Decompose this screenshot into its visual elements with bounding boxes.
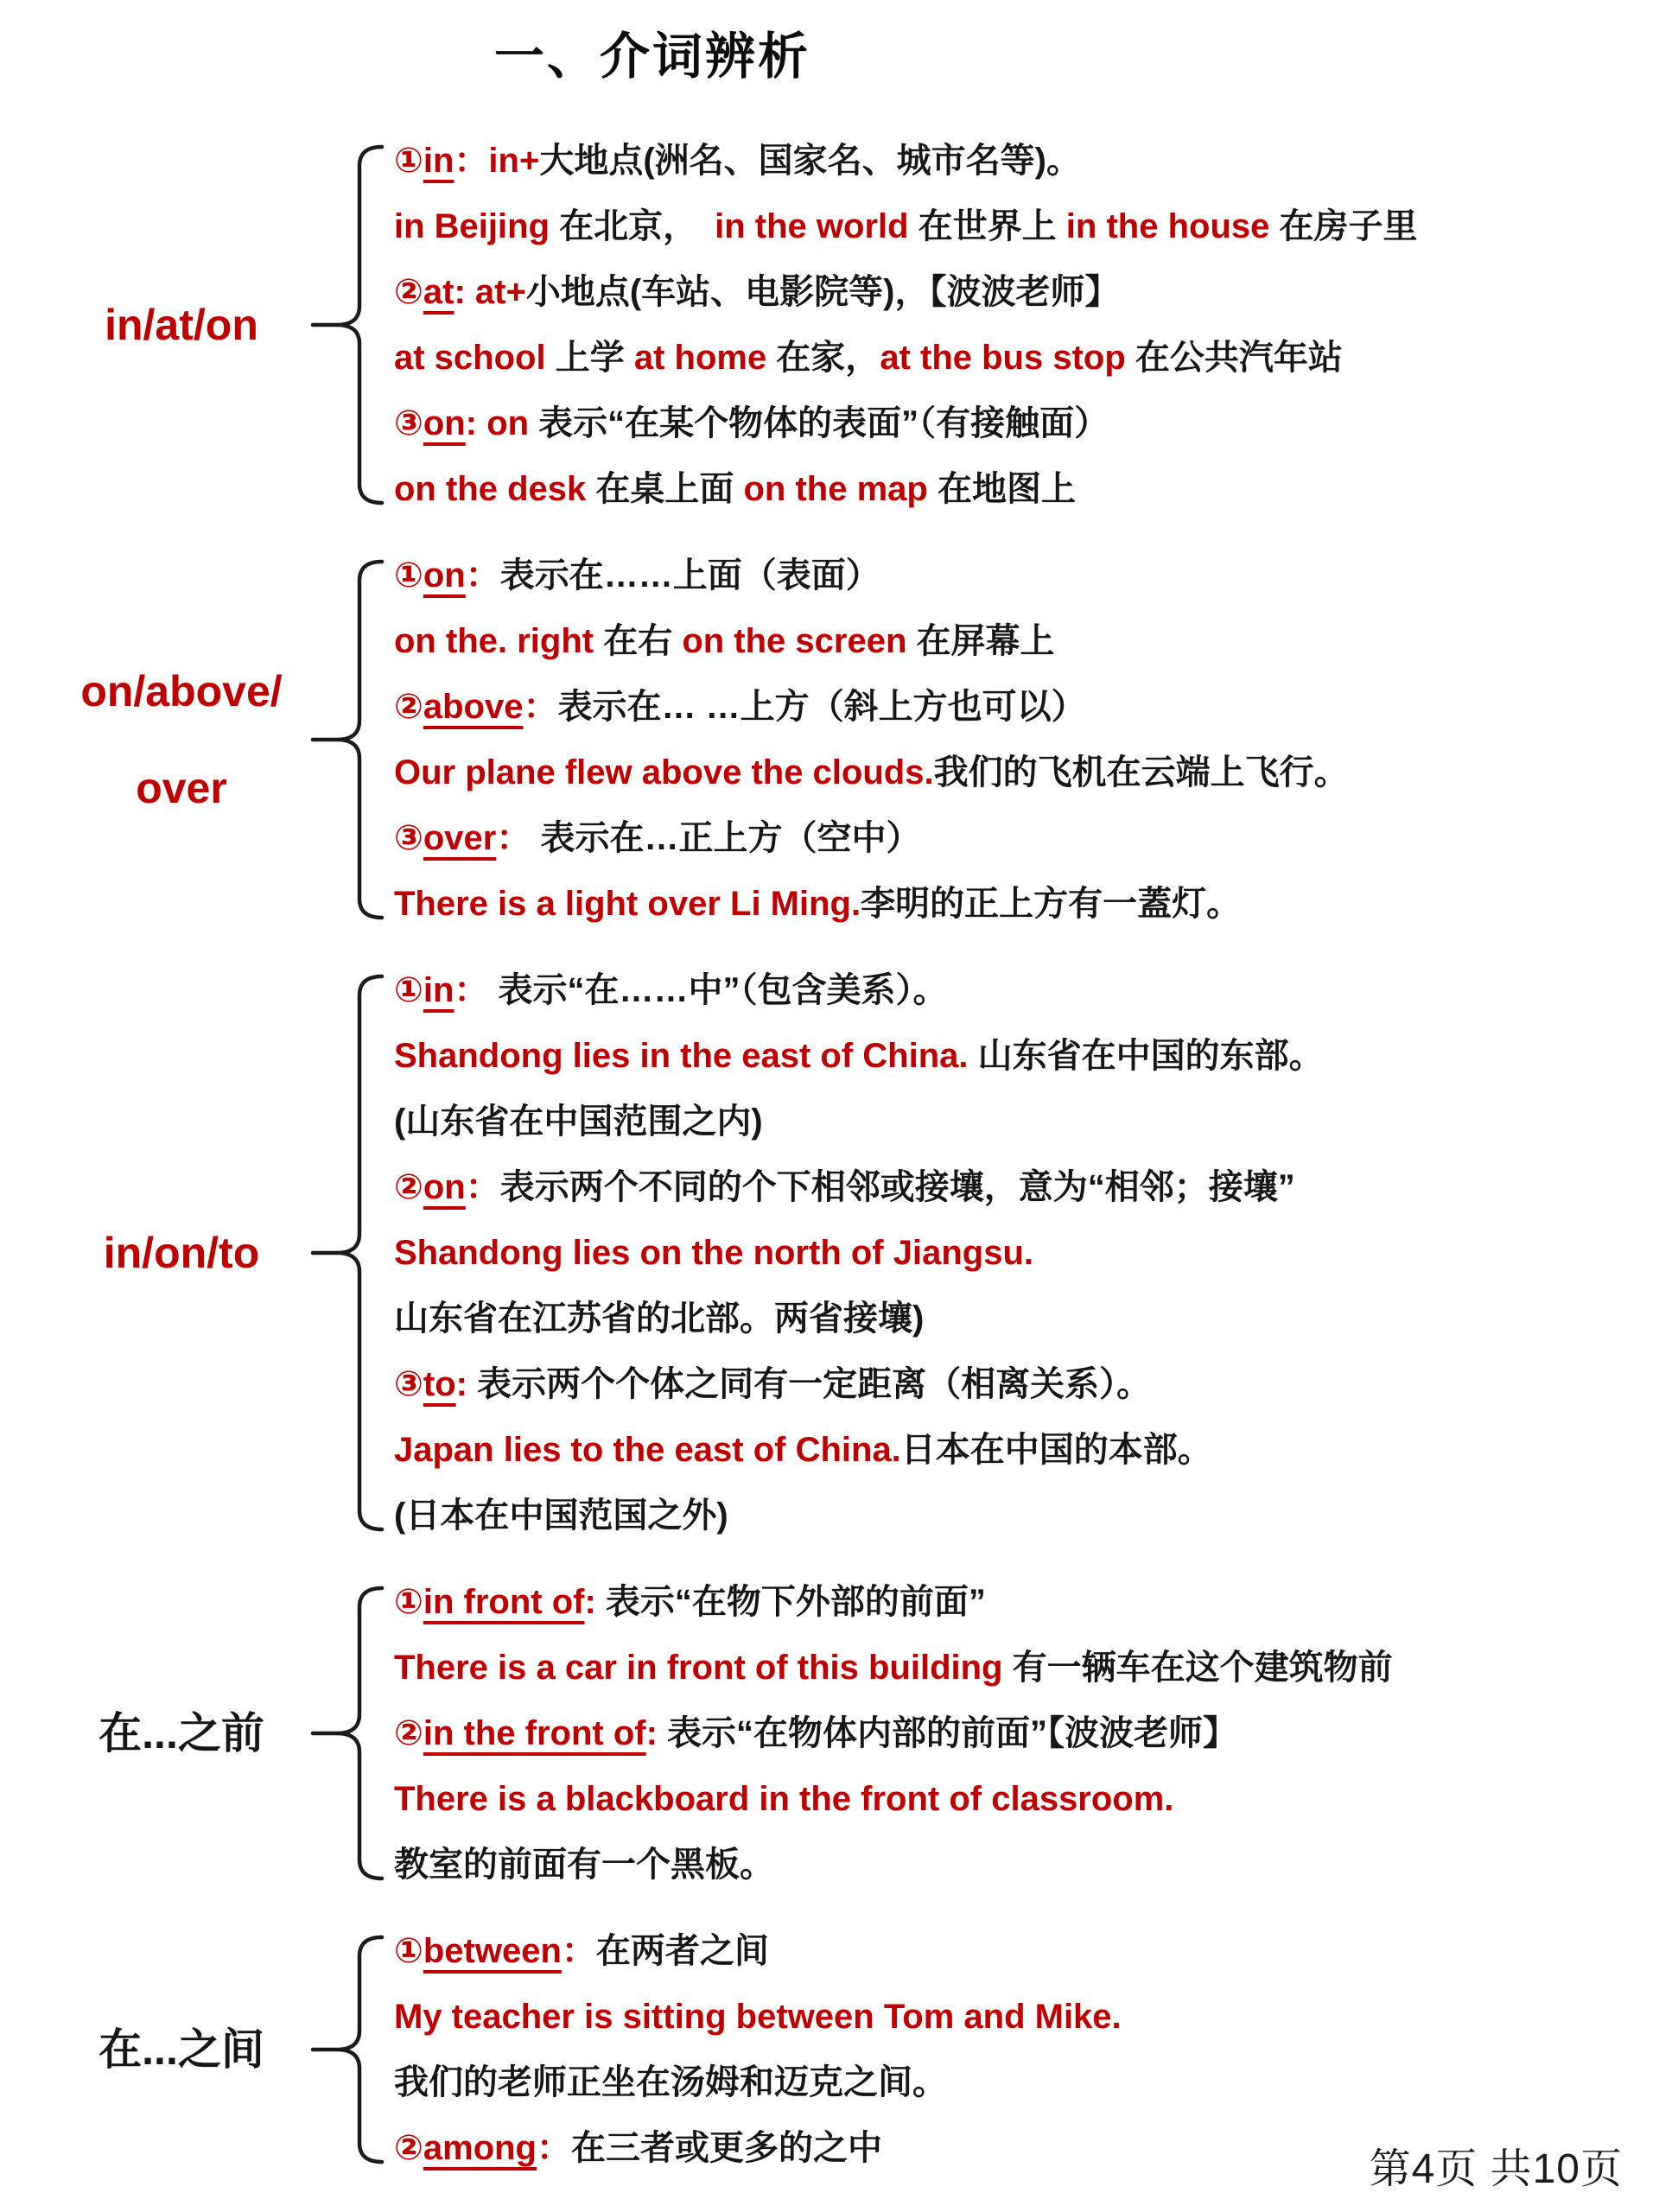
text-segment: at+ — [474, 273, 526, 311]
keyword-underlined: in front of — [423, 1583, 585, 1621]
page-number: 第4页 共10页 — [1369, 2146, 1623, 2192]
text-segment: 日本在中国的本部。 — [900, 1431, 1212, 1469]
text-segment: on the map — [743, 470, 928, 508]
content-line — [394, 1569, 1393, 1635]
keyword-underlined: on — [423, 404, 466, 442]
content-line — [394, 608, 1349, 674]
curly-brace-icon — [311, 1918, 384, 2181]
text-segment: 表示“在某个物体的表面”（有接触面） — [529, 404, 1109, 442]
text-segment: ： — [465, 1168, 500, 1206]
text-segment: on the screen — [682, 622, 907, 660]
text-segment: My teacher is sitting between Tom and Mike. — [394, 1998, 1122, 2036]
text-segment: Japan lies to the east of China. — [394, 1431, 901, 1469]
keyword-underlined: in — [423, 142, 454, 180]
text-segment: in the house — [1065, 207, 1270, 245]
content-line — [394, 259, 1418, 325]
section-content — [384, 128, 1418, 522]
text-segment: on the. right — [394, 622, 594, 660]
content-line — [394, 1635, 1393, 1700]
text-segment: ② — [394, 273, 423, 311]
content-line — [394, 1286, 1324, 1351]
keyword-underlined: in — [423, 971, 454, 1009]
text-segment: 表示“在物体内部的前面”【波波老师】 — [667, 1714, 1238, 1752]
section-in-at-on — [52, 128, 1659, 522]
curly-brace-icon — [311, 957, 384, 1548]
text-segment: ② — [394, 1168, 423, 1206]
content-line — [394, 1089, 1324, 1154]
section-label — [52, 2001, 311, 2098]
content-line — [394, 871, 1349, 937]
sections-container — [0, 128, 1659, 2181]
text-segment: 在北京， — [550, 207, 715, 245]
content-line — [394, 1220, 1324, 1286]
text-segment: ： — [454, 971, 489, 1009]
text-segment: 上学 — [545, 339, 634, 377]
content-line — [394, 805, 1349, 871]
text-segment: ① — [394, 1932, 423, 1970]
section-label-line: in/on/to — [103, 1229, 260, 1277]
text-segment: 在桌上面 — [586, 470, 744, 508]
content-line — [394, 128, 1418, 194]
content-line — [394, 391, 1418, 456]
text-segment: ③ — [394, 819, 423, 857]
content-line — [394, 456, 1418, 522]
text-segment: 表示在… …上方（斜上方也可以） — [557, 688, 1086, 726]
text-segment: 我们的飞机在云端上飞行。 — [933, 753, 1349, 791]
text-segment: : — [584, 1583, 606, 1621]
section-content — [384, 543, 1349, 937]
text-segment: : — [645, 1714, 668, 1752]
section-label — [52, 276, 311, 373]
text-segment: 表示在……上面（表面） — [499, 556, 880, 594]
page-title: 一、介词辨析 — [493, 29, 810, 85]
text-segment: ① — [394, 556, 423, 594]
text-segment: ： — [523, 688, 558, 726]
text-segment: 表示在…正上方（空中） — [531, 819, 921, 857]
content-line — [394, 2115, 1122, 2181]
content-line — [394, 957, 1324, 1023]
keyword-underlined: to — [423, 1365, 456, 1403]
text-segment: ① — [394, 971, 423, 1009]
text-segment: 大地点(洲名、国家名、城市名等)。 — [539, 142, 1081, 180]
text-segment: : — [455, 1365, 478, 1403]
text-segment: 在三者或更多的之中 — [571, 2129, 882, 2167]
text-segment: 在两者之间 — [595, 1932, 769, 1970]
text-segment: 在房子里 — [1269, 207, 1418, 245]
text-segment: at school — [394, 339, 546, 377]
section-label-line: 在...之间 — [99, 2025, 264, 2074]
text-segment: 在右 — [594, 622, 683, 660]
text-segment: ： — [454, 142, 489, 180]
keyword-underlined: between — [423, 1932, 562, 1970]
text-segment: 在家， — [766, 339, 880, 377]
text-segment: Our plane flew above the clouds. — [394, 753, 934, 791]
text-segment: on the desk — [394, 470, 587, 508]
section-in-on-to — [52, 957, 1659, 1548]
content-line — [394, 194, 1418, 259]
text-segment: ： — [465, 556, 500, 594]
text-segment: 山东省在江苏省的北部。两省接壤) — [394, 1300, 925, 1338]
text-segment: 小地点(车站、电影院等)，【波波老师】 — [525, 273, 1120, 311]
text-segment: (日本在中国范国之外) — [394, 1497, 728, 1535]
text-segment: 教室的前面有一个黑板。 — [394, 1846, 774, 1884]
keyword-underlined: in the front of — [423, 1714, 646, 1752]
content-line — [394, 1766, 1393, 1832]
text-segment: 表示两个个体之同有一定距离（相离关系）。 — [477, 1365, 1152, 1403]
text-segment: on — [486, 404, 530, 442]
section-on-above-over — [52, 543, 1659, 937]
section-label — [52, 1205, 311, 1301]
section-label-line: on/above/ — [80, 667, 283, 715]
content-line — [394, 1351, 1324, 1417]
section-label-line: 在...之前 — [99, 1709, 264, 1758]
content-line — [394, 740, 1349, 805]
text-segment: ② — [394, 1714, 423, 1752]
content-line — [394, 1154, 1324, 1220]
content-line — [394, 1483, 1324, 1548]
curly-brace-icon — [311, 543, 384, 937]
text-segment: ② — [394, 688, 423, 726]
keyword-underlined: at — [423, 273, 454, 311]
text-segment: 山东省在中国的东部。 — [968, 1037, 1324, 1075]
text-segment: ③ — [394, 1365, 423, 1403]
text-segment: ： — [561, 1932, 596, 1970]
section-content — [384, 957, 1324, 1548]
text-segment: (山东省在中国范围之内) — [394, 1103, 763, 1141]
section-content — [384, 1918, 1122, 2181]
text-segment: : — [454, 273, 475, 311]
text-segment: 我们的老师正坐在汤姆和迈克之间。 — [394, 2063, 947, 2101]
text-segment: Shandong lies in the east of China. — [394, 1037, 969, 1075]
content-line — [394, 1984, 1122, 2050]
text-segment: 在世界上 — [908, 207, 1066, 245]
section-label — [52, 643, 311, 836]
text-segment: 表示两个不同的个下相邻或接壤，意为“相邻；接壤” — [499, 1168, 1295, 1206]
text-segment: : — [465, 404, 487, 442]
text-segment: There is a blackboard in the front of classroom. — [394, 1780, 1174, 1818]
content-line — [394, 1918, 1122, 1984]
text-segment: ② — [394, 2129, 423, 2167]
keyword-underlined: among — [423, 2129, 537, 2167]
text-segment: at home — [633, 339, 767, 377]
content-line — [394, 1023, 1324, 1089]
text-segment: 李明的正上方有一蓋灯。 — [861, 885, 1242, 923]
text-segment: 在公共汽年站 — [1125, 339, 1343, 377]
text-segment: 在屏幕上 — [906, 622, 1055, 660]
content-line — [394, 1417, 1324, 1483]
section-before — [52, 1569, 1659, 1897]
text-segment: Shandong lies on the north of Jiangsu. — [394, 1234, 1033, 1272]
section-label — [52, 1685, 311, 1782]
content-line — [394, 543, 1349, 608]
curly-brace-icon — [311, 1569, 384, 1897]
text-segment: at the bus stop — [880, 339, 1126, 377]
text-segment: There is a car in front of this building — [394, 1649, 1003, 1687]
content-line — [394, 1832, 1393, 1897]
text-segment: in Beijing — [394, 207, 550, 245]
text-segment: ： — [496, 819, 531, 857]
curly-brace-icon — [311, 128, 384, 522]
text-segment: 表示“在……中”（包含美系）。 — [488, 971, 948, 1009]
content-line — [394, 674, 1349, 740]
keyword-underlined: over — [423, 819, 497, 857]
text-segment: 有一辆车在这个建筑物前 — [1002, 1649, 1393, 1687]
text-segment: 在地图上 — [927, 470, 1076, 508]
content-line — [394, 2050, 1122, 2115]
keyword-underlined: on — [423, 1168, 466, 1206]
text-segment: ① — [394, 142, 423, 180]
text-segment: 表示“在物下外部的前面” — [605, 1583, 986, 1621]
text-segment: ③ — [394, 404, 423, 442]
content-line — [394, 1700, 1393, 1766]
text-segment: in+ — [488, 142, 540, 180]
text-segment: ① — [394, 1583, 423, 1621]
section-content — [384, 1569, 1393, 1897]
section-label-line: in/at/on — [105, 301, 258, 349]
keyword-underlined: on — [423, 556, 466, 594]
text-segment: in the world — [715, 207, 909, 245]
text-segment: ： — [537, 2129, 571, 2167]
text-segment: There is a light over Li Ming. — [394, 885, 861, 923]
section-label-line: over — [136, 764, 227, 812]
keyword-underlined: above — [423, 688, 524, 726]
content-line — [394, 325, 1418, 391]
